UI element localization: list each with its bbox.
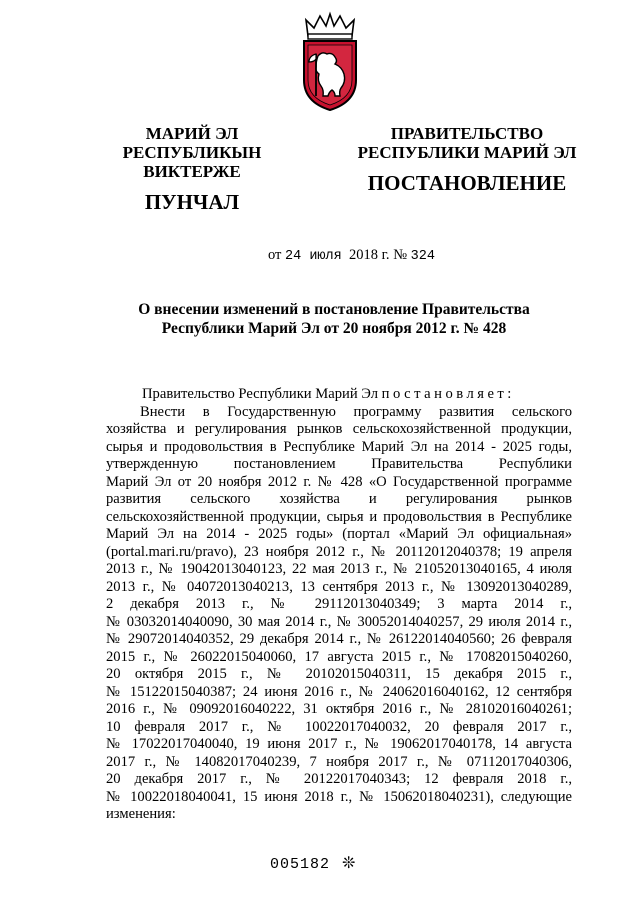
ornament-mark-icon: ❊ (342, 855, 356, 872)
form-serial-number: 005182 (270, 856, 331, 873)
header-left (92, 124, 292, 212)
title-line-1: О внесении изменений в постановление Правительства (138, 301, 530, 318)
header-right-line2: РЕСПУБЛИКИ МАРИЙ ЭЛ (357, 143, 577, 162)
body-line: хозяйства и регулирования рынков сельскохозяйственной продукции, (106, 421, 572, 437)
date-day-month: 24 июля (285, 249, 342, 264)
body-line: изменения: (106, 806, 176, 822)
body-line: Марий Эл на 2014 - 2025 годы» (портал «Марий Эл официальная» (106, 526, 572, 542)
title-line-2: Республики Марий Эл от 20 ноября 2012 г. № 428 (161, 320, 507, 337)
body-line: (portal.mari.ru/pravo), 23 ноября 2012 г., № 20112012040378; 19 апреля (106, 543, 572, 560)
body-line: № 15122015040387; 24 июня 2016 г., № 24062016040162, 12 сентября (106, 683, 572, 700)
document-number: 324 (410, 249, 435, 264)
body-line: 2 декабря 2013 г., № 29112013040349; 3 марта 2014 г., (106, 596, 572, 612)
body-line: Внести в Государственную программу развития сельского (140, 403, 572, 420)
body-line: утвержденную постановлением Правительства Республики (106, 456, 572, 472)
body-line: сельскохозяйственной продукции, сырья и продовольствия в Республике (106, 508, 572, 525)
body-line: № 29072014040352, 29 декабря 2014 г., № 26122014040560; 26 февраля (106, 631, 572, 647)
document-body (106, 386, 572, 824)
body-line: 10 февраля 2017 г., № 10022017040032, 20 февраля 2017 г., (106, 718, 572, 735)
body-line: 2013 г., № 19042013040123, 22 мая 2013 г., № 21052013040165, 4 июля (106, 561, 572, 577)
header-right-doc-type: ПОСТАНОВЛЕНИЕ (367, 171, 567, 195)
document-date-line (268, 247, 435, 264)
date-year: 2018 г. (349, 247, 390, 263)
header-left-line2: ВИКТЕРЖЕ (143, 162, 241, 181)
intro-verb: постановляет: (381, 386, 515, 402)
header-right (352, 124, 582, 193)
date-prefix: от (268, 247, 282, 263)
intro-subject: Правительство Республики Марий Эл (142, 386, 379, 402)
body-line: № 03032014040090, 30 мая 2014 г., № 30052014040257, 29 июля 2014 г., (106, 613, 572, 630)
coat-of-arms-emblem (294, 10, 366, 114)
body-line: сырья и продовольствия в Республике Марий Эл на 2014 - 2025 годы, (106, 438, 572, 455)
number-sign: № (393, 247, 408, 263)
document-title (110, 300, 558, 338)
body-line: № 17022017040040, 19 июня 2017 г., № 19062017040178, 14 августа (106, 736, 572, 752)
header-right-line1: ПРАВИТЕЛЬСТВО (390, 124, 544, 143)
crown-icon (306, 14, 354, 36)
body-line: 2013 г., № 04072013040213, 13 сентября 2013 г., № 13092013040289, (106, 578, 572, 595)
intro-line (106, 386, 572, 404)
body-line: № 10022018040041, 15 июня 2018 г., № 15062018040231), следующие (106, 788, 572, 805)
header-left-line1: МАРИЙ ЭЛ РЕСПУБЛИКЫН (122, 124, 262, 162)
body-line: 2017 г., № 14082017040239, 7 ноября 2017 г., № 07112017040306, (106, 753, 572, 770)
body-line: 20 октября 2015 г., № 20102015040311, 15 декабря 2015 г., (106, 666, 572, 682)
body-line: 2016 г., № 09092016040222, 31 октября 2016 г., № 28102016040261; (106, 701, 572, 717)
body-line: Марий Эл от 20 ноября 2012 г. № 428 «О Государственной программе (106, 473, 572, 490)
body-line: 20 декабря 2017 г., № 20122017040343; 12 февраля 2018 г., (106, 771, 572, 787)
body-line: 2015 г., № 26022015040060, 17 августа 2015 г., № 17082015040260, (106, 648, 572, 665)
header-left-doc-type: ПУНЧАЛ (144, 190, 240, 214)
body-line: развития сельского хозяйства и регулирования рынков (106, 491, 572, 507)
